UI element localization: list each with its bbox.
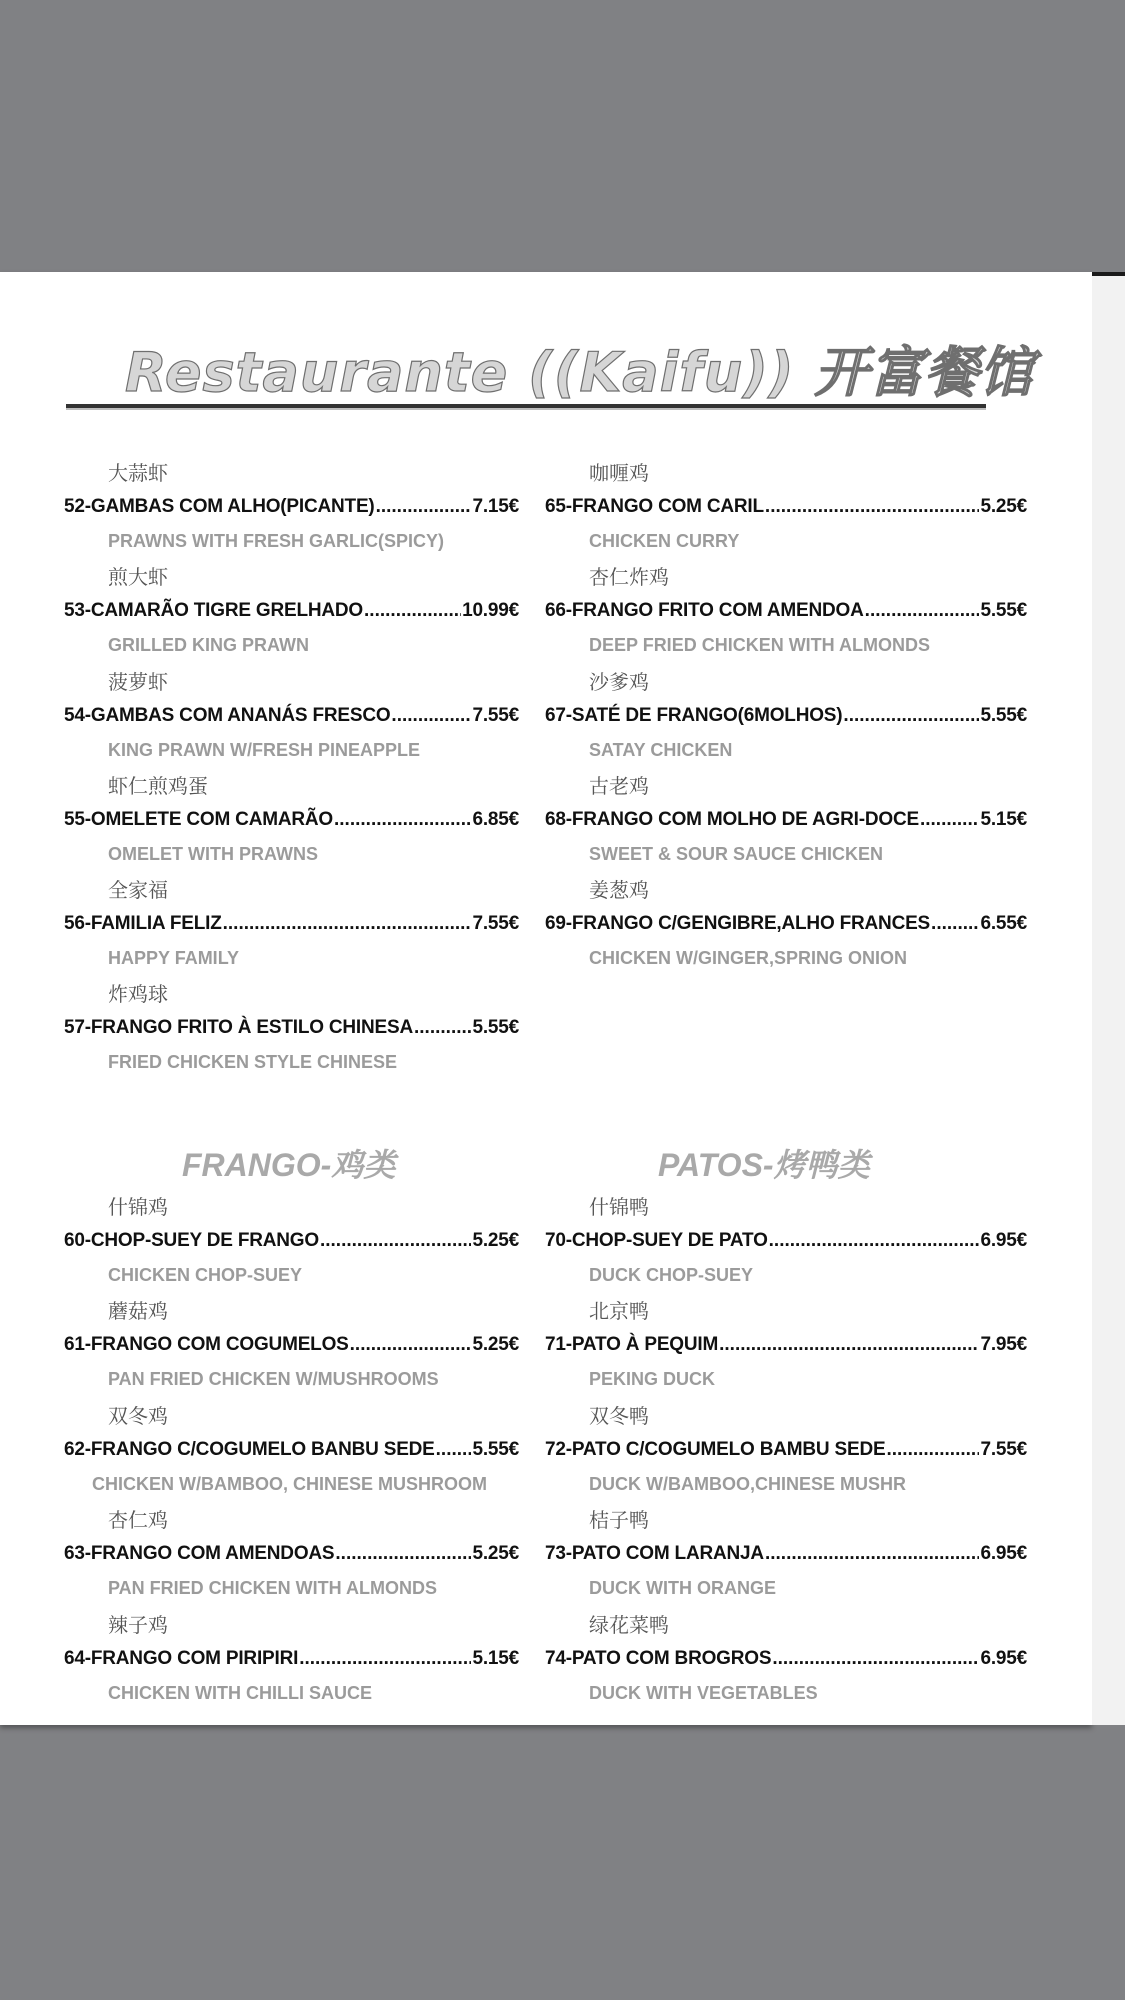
item-english-name: FRIED CHICKEN STYLE CHINESE (108, 1052, 398, 1072)
item-english-name: PEKING DUCK (589, 1369, 716, 1389)
item-price: 5.55€ (472, 1439, 519, 1460)
leader-dots (391, 699, 471, 733)
menu-item-56 (64, 873, 519, 975)
item-name: 55-OMELETE COM CAMARÃO (64, 809, 333, 830)
item-english-name: CHICKEN CURRY (589, 531, 740, 551)
item-chinese-name: 大蒜虾 (108, 461, 168, 485)
leader-dots (769, 1224, 980, 1258)
item-price: 5.25€ (472, 1230, 519, 1251)
item-english-name: DUCK CHOP-SUEY (589, 1265, 754, 1285)
section-title-patos: PATOS-烤鸭类 (658, 1147, 870, 1183)
item-english-name: SATAY CHICKEN (589, 740, 733, 760)
leader-dots (320, 1224, 471, 1258)
menu-item-57 (64, 977, 519, 1079)
leader-dots (299, 1642, 471, 1676)
restaurant-title: Restaurante ((Kaifu)) 开富餐馆 (125, 341, 1035, 404)
leader-dots (350, 1328, 472, 1362)
item-chinese-name: 沙爹鸡 (589, 670, 649, 694)
leader-dots (376, 490, 472, 524)
item-name: 62-FRANGO C/COGUMELO BANBU SEDE (64, 1439, 435, 1460)
item-name: 57-FRANGO FRITO À ESTILO CHINESA (64, 1017, 413, 1038)
item-name: 66-FRANGO FRITO COM AMENDOA (545, 600, 864, 621)
section-title-frango: FRANGO-鸡类 (182, 1147, 396, 1183)
leader-dots (920, 803, 980, 837)
item-name: 73-PATO COM LARANJA (545, 1543, 764, 1564)
item-name: 68-FRANGO COM MOLHO DE AGRI-DOCE (545, 809, 919, 830)
item-chinese-name: 姜葱鸡 (589, 878, 649, 902)
item-price: 7.15€ (472, 496, 519, 517)
leader-dots (335, 1537, 471, 1571)
menu-item-53 (64, 560, 519, 662)
title-underline (66, 404, 986, 408)
item-english-name: OMELET WITH PRAWNS (108, 844, 318, 864)
leader-dots (334, 803, 471, 837)
item-price: 7.55€ (472, 705, 519, 726)
item-price: 7.55€ (472, 913, 519, 934)
item-price: 5.25€ (472, 1543, 519, 1564)
item-chinese-name: 炸鸡球 (108, 982, 168, 1006)
item-chinese-name: 辣子鸡 (108, 1613, 168, 1637)
leader-dots (719, 1328, 979, 1362)
leader-dots (436, 1433, 472, 1467)
item-english-name: KING PRAWN W/FRESH PINEAPPLE (108, 740, 421, 760)
item-price: 6.95€ (980, 1543, 1027, 1564)
item-chinese-name: 双冬鸭 (589, 1404, 649, 1428)
item-chinese-name: 绿花菜鸭 (589, 1613, 669, 1637)
item-name: 74-PATO COM BROGROS (545, 1648, 772, 1669)
leader-dots (886, 1433, 979, 1467)
item-price: 5.25€ (472, 1334, 519, 1355)
item-name: 56-FAMILIA FELIZ (64, 913, 222, 934)
menu-item-52 (64, 456, 519, 558)
item-name: 63-FRANGO COM AMENDOAS (64, 1543, 335, 1564)
item-price: 5.25€ (980, 496, 1027, 517)
leader-dots (843, 699, 979, 733)
item-english-name: DUCK W/BAMBOO,CHINESE MUSHR (589, 1474, 906, 1494)
menu-item-65 (545, 456, 1027, 558)
item-english-name: CHICKEN CHOP-SUEY (108, 1265, 303, 1285)
item-name: 64-FRANGO COM PIRIPIRI (64, 1648, 299, 1669)
menu-item-62 (64, 1399, 519, 1501)
leader-dots (414, 1011, 471, 1045)
item-price: 5.55€ (980, 600, 1027, 621)
item-chinese-name: 杏仁鸡 (108, 1508, 168, 1532)
leader-dots (931, 907, 979, 941)
item-name: 53-CAMARÃO TIGRE GRELHADO (64, 600, 364, 621)
item-chinese-name: 杏仁炸鸡 (589, 565, 669, 589)
menu-item-54 (64, 665, 519, 767)
item-name: 71-PATO À PEQUIM (545, 1334, 719, 1355)
item-chinese-name: 什锦鸭 (589, 1195, 649, 1219)
leader-dots (865, 594, 980, 628)
item-name: 67-SATÉ DE FRANGO(6MOLHOS) (545, 705, 843, 726)
item-english-name: SWEET & SOUR SAUCE CHICKEN (589, 844, 884, 864)
menu-item-74 (545, 1608, 1027, 1710)
item-english-name: PRAWNS WITH FRESH GARLIC(SPICY) (108, 531, 444, 551)
item-chinese-name: 蘑菇鸡 (108, 1299, 168, 1323)
item-chinese-name: 什锦鸡 (108, 1195, 168, 1219)
menu-item-70 (545, 1190, 1027, 1292)
item-name: 70-CHOP-SUEY DE PATO (545, 1230, 768, 1251)
item-price: 6.95€ (980, 1648, 1027, 1669)
menu-item-71 (545, 1294, 1027, 1396)
item-price: 7.95€ (980, 1334, 1027, 1355)
menu-item-55 (64, 769, 519, 871)
leader-dots (765, 1537, 980, 1571)
item-chinese-name: 桔子鸭 (589, 1508, 649, 1532)
item-english-name: PAN FRIED CHICKEN W/MUSHROOMS (108, 1369, 439, 1389)
page-right-strip (1092, 276, 1125, 1725)
item-name: 69-FRANGO C/GENGIBRE,ALHO FRANCES (545, 913, 931, 934)
item-english-name: HAPPY FAMILY (108, 948, 240, 968)
item-chinese-name: 菠萝虾 (108, 670, 168, 694)
menu-item-64 (64, 1608, 519, 1710)
item-english-name: CHICKEN W/GINGER,SPRING ONION (589, 948, 908, 968)
item-price: 5.55€ (980, 705, 1027, 726)
item-price: 5.55€ (472, 1017, 519, 1038)
item-chinese-name: 古老鸡 (589, 774, 649, 798)
item-name: 60-CHOP-SUEY DE FRANGO (64, 1230, 319, 1251)
item-english-name: CHICKEN W/BAMBOO, CHINESE MUSHROOM (92, 1474, 487, 1494)
menu-item-67 (545, 665, 1027, 767)
item-price: 6.85€ (472, 809, 519, 830)
item-name: 54-GAMBAS COM ANANÁS FRESCO (64, 705, 391, 726)
item-price: 10.99€ (462, 600, 519, 621)
item-chinese-name: 北京鸭 (589, 1299, 649, 1323)
menu-item-73 (545, 1503, 1027, 1605)
item-name: 72-PATO C/COGUMELO BAMBU SEDE (545, 1439, 886, 1460)
item-name: 61-FRANGO COM COGUMELOS (64, 1334, 349, 1355)
item-english-name: CHICKEN WITH CHILLI SAUCE (108, 1683, 372, 1703)
menu-item-66 (545, 560, 1027, 662)
menu-item-63 (64, 1503, 519, 1605)
item-price: 6.55€ (980, 913, 1027, 934)
item-chinese-name: 煎大虾 (108, 565, 168, 589)
item-chinese-name: 全家福 (108, 878, 168, 902)
item-name: 52-GAMBAS COM ALHO(PICANTE) (64, 496, 375, 517)
leader-dots (765, 490, 980, 524)
item-price: 7.55€ (980, 1439, 1027, 1460)
item-price: 5.15€ (472, 1648, 519, 1669)
item-name: 65-FRANGO COM CARIL (545, 496, 764, 517)
leader-dots (223, 907, 472, 941)
item-chinese-name: 咖喱鸡 (589, 461, 649, 485)
item-english-name: DEEP FRIED CHICKEN WITH ALMONDS (589, 635, 931, 655)
menu-item-61 (64, 1294, 519, 1396)
item-chinese-name: 虾仁煎鸡蛋 (108, 774, 208, 798)
item-english-name: PAN FRIED CHICKEN WITH ALMONDS (108, 1578, 437, 1598)
menu-item-72 (545, 1399, 1027, 1501)
leader-dots (772, 1642, 979, 1676)
item-chinese-name: 双冬鸡 (108, 1404, 168, 1428)
item-english-name: DUCK WITH VEGETABLES (589, 1683, 818, 1703)
item-english-name: DUCK WITH ORANGE (589, 1578, 776, 1598)
menu-item-69 (545, 873, 1027, 975)
menu-item-60 (64, 1190, 519, 1292)
leader-dots (364, 594, 461, 628)
item-english-name: GRILLED KING PRAWN (108, 635, 309, 655)
menu-item-68 (545, 769, 1027, 871)
item-price: 6.95€ (980, 1230, 1027, 1251)
item-price: 5.15€ (980, 809, 1027, 830)
